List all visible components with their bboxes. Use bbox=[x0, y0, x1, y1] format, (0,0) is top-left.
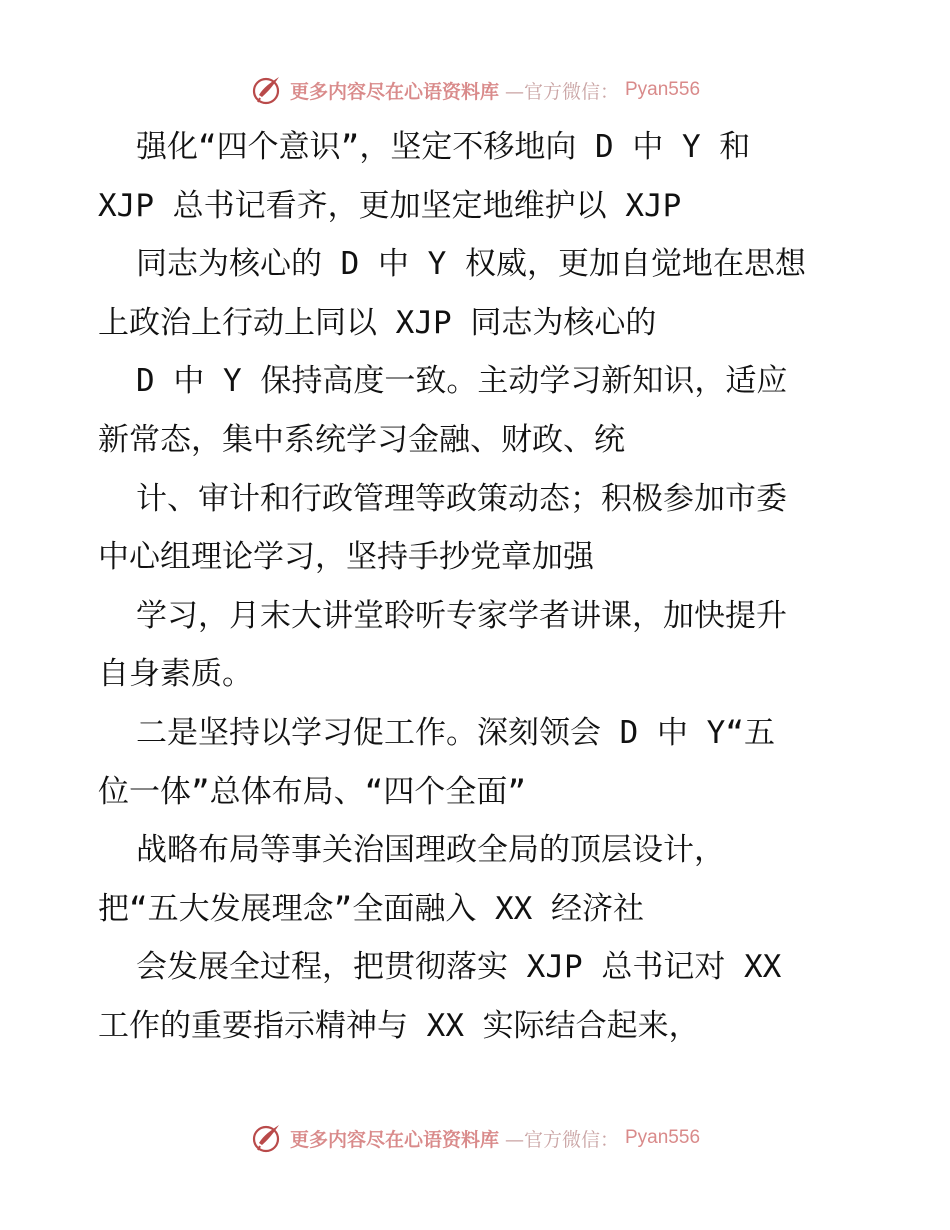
header-watermark-banner bbox=[0, 70, 950, 110]
banner-dash-text: —官方微信： bbox=[504, 80, 619, 103]
banner-wechat-id: Pyan556 bbox=[625, 79, 701, 100]
text-line: 把“五大发展理念”全面融入 XX 经济社 bbox=[98, 890, 644, 927]
text-line: 位一体”总体布局、“四个全面” bbox=[98, 773, 526, 810]
text-line: 战略布局等事关治国理政全局的顶层设计， bbox=[136, 832, 725, 869]
banner-dash-text: —官方微信： bbox=[504, 1128, 619, 1151]
footer-watermark-banner bbox=[0, 1118, 950, 1158]
text-line: 二是坚持以学习促工作。深刻领会 D 中 Y“五 bbox=[136, 714, 775, 751]
text-line: 会发展全过程，把贯彻落实 XJP 总书记对 XX bbox=[136, 949, 782, 986]
text-line: 学习，月末大讲堂聆听专家学者讲课，加快提升 bbox=[136, 597, 787, 634]
text-line: 中心组理论学习，坚持手抄党章加强 bbox=[98, 539, 594, 576]
text-line: 新常态，集中系统学习金融、财政、统 bbox=[98, 421, 625, 458]
text-line: 上政治上行动上同以 XJP 同志为核心的 bbox=[98, 304, 657, 341]
text-line: 计、审计和行政管理等政策动态；积极参加市委 bbox=[136, 480, 787, 517]
text-line: 强化“四个意识”，坚定不移地向 D 中 Y 和 bbox=[136, 129, 751, 165]
text-line: 自身素质。 bbox=[98, 656, 253, 693]
banner-main-text: 更多内容尽在心语资料库 bbox=[289, 1128, 499, 1151]
text-line: D 中 Y 保持高度一致。主动学习新知识，适应 bbox=[136, 363, 788, 400]
banner-wechat-id: Pyan556 bbox=[625, 1127, 701, 1148]
banner-main-text: 更多内容尽在心语资料库 bbox=[289, 80, 499, 103]
quill-pen-logo-icon bbox=[250, 1121, 284, 1155]
document-body bbox=[98, 118, 858, 1056]
quill-pen-logo-icon bbox=[250, 73, 284, 107]
text-line: XJP 总书记看齐，更加坚定地维护以 XJP bbox=[98, 187, 682, 224]
text-line: 同志为核心的 D 中 Y 权威，更加自觉地在思想 bbox=[136, 246, 806, 283]
text-line: 工作的重要指示精神与 XX 实际结合起来， bbox=[98, 1007, 700, 1044]
